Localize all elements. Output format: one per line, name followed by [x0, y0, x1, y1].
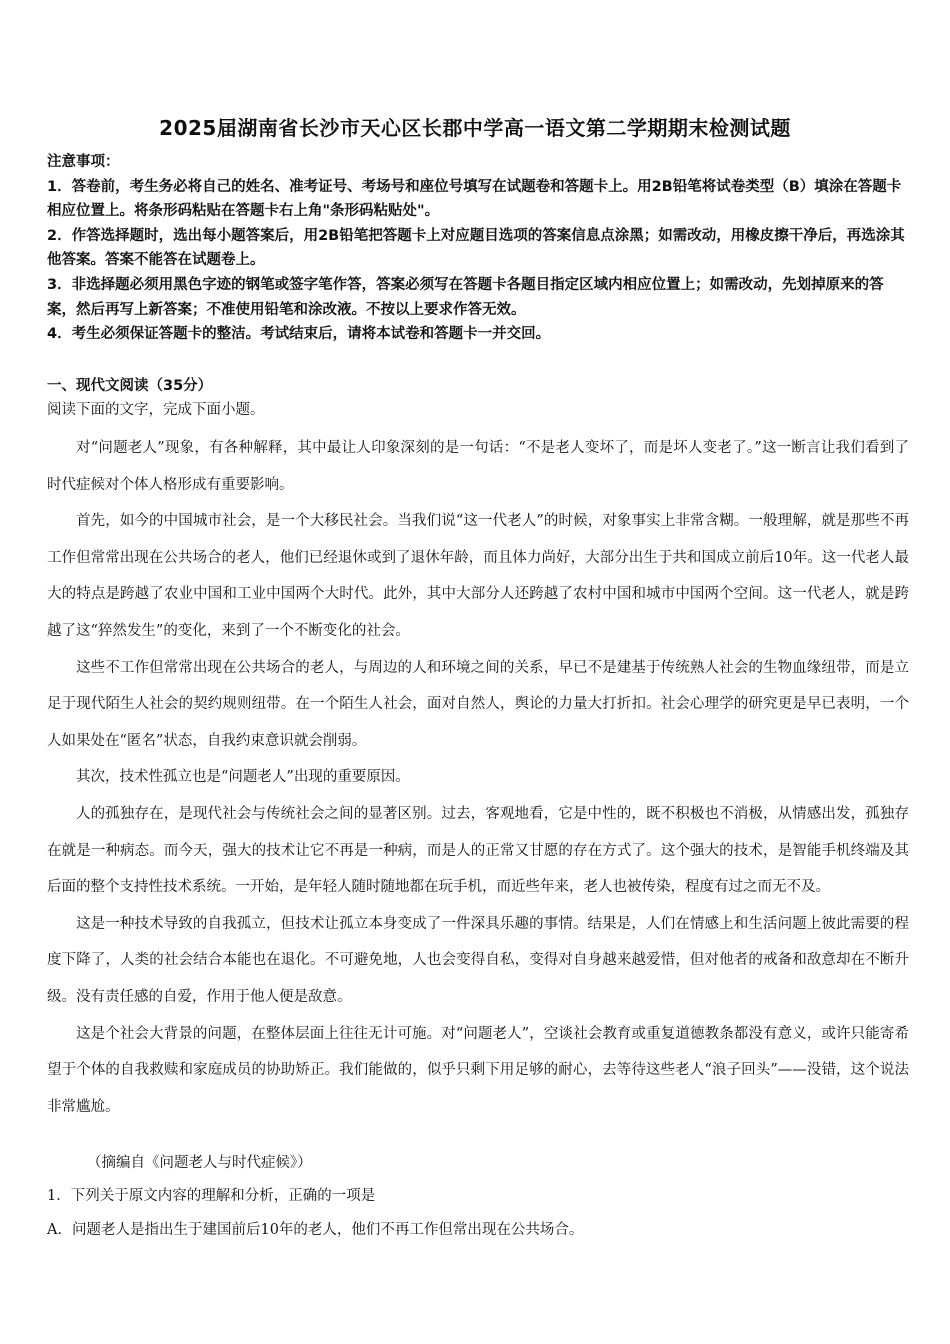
question-stem: 1．下列关于原文内容的理解和分析，正确的一项是 — [47, 1188, 376, 1204]
question-option-a: A．问题老人是指出生于建国前后10年的老人，他们不再工作但常出现在公共场合。 — [47, 1222, 584, 1238]
passage-paragraph: 其次，技术性孤立也是“问题老人”出现的重要原因。 — [76, 769, 410, 786]
notice-item: 3．非选择题必须用黑色字迹的钢笔或签字笔作答，答案必须写在答题卡各题目指定区域内相应位置上；如需改动，先划掉原来的答案，然后再写上新答案；不准使用铅笔和涂改液。不按以上要求作答无效。 — [47, 276, 884, 318]
passage-paragraph: 对“问题老人”现象，有各种解释，其中最让人印象深刻的是一句话：“不是老人变坏了，而是坏人变老了。”这一断言让我们看到了时代症候对个体人格形成有重要影响。 — [47, 440, 909, 493]
notice-item: 2．作答选择题时，选出每小题答案后，用2B铅笔把答题卡上对应题目选项的答案信息点涂黑；如需改动，用橡皮擦干净后，再选涂其他答案。答案不能答在试题卷上。 — [47, 227, 905, 269]
notice-block — [47, 150, 909, 347]
passage-paragraph: 这是个社会大背景的问题，在整体层面上往往无计可施。对“问题老人”，空谈社会教育或重复道德教条都没有意义，或许只能寄希望于个体的自我救赎和家庭成员的协助矫正。我们能做的，似乎只剩下用足够的耐心，去等待这些老人“浪子回头”——没错，这个说法非常尴尬。 — [47, 1025, 909, 1115]
reading-instruction: 阅读下面的文字，完成下面小题。 — [47, 402, 265, 418]
passage-paragraph: 这是一种技术导致的自我孤立，但技术让孤立本身变成了一件深具乐趣的事情。结果是，人们在情感上和生活问题上彼此需要的程度下降了，人类的社会结合本能也在退化。不可避免地，人也会变得自私，变得对自身越来越爱惜，但对他者的戒备和敌意却在不断升级。没有责任感的自爱，作用于他人便是敌意。 — [47, 915, 909, 1005]
notice-heading: 注意事项： — [47, 154, 120, 170]
passage-source: （摘编自《问题老人与时代症候》） — [87, 1155, 312, 1171]
page-title: 2025届湖南省长沙市天心区长郡中学高一语文第二学期期末检测试题 — [159, 116, 791, 140]
passage-paragraph: 这些不工作但常常出现在公共场合的老人，与周边的人和环境之间的关系，早已不是建基于传统熟人社会的生物血缘纽带，而是立足于现代陌生人社会的契约规则纽带。在一个陌生人社会，面对自然人，舆论的力量大打折扣。社会心理学的研究更是早已表明，一个人如果处在“匿名”状态，自我约束意识就会削弱。 — [47, 659, 909, 749]
notice-item: 4．考生必须保证答题卡的整洁。考试结束后，请将本试卷和答题卡一并交回。 — [47, 326, 551, 343]
section-heading: 一、现代文阅读（35分） — [47, 378, 213, 394]
passage-paragraph: 人的孤独存在，是现代社会与传统社会之间的显著区别。过去，客观地看，它是中性的，既不积极也不消极，从情感出发，孤独存在就是一种病态。而今天，强大的技术让它不再是一种病，而是人的正常又甘愿的存在方式了。这个强大的技术，是智能手机终端及其后面的整个支持性技术系统。一开始，是年轻人随时随地都在玩手机，而近些年来，老人也被传染，程度有过之而无不及。 — [47, 805, 909, 896]
reading-passage — [47, 430, 909, 1125]
passage-paragraph: 首先，如今的中国城市社会，是一个大移民社会。当我们说“这一代老人”的时候，对象事实上非常含糊。一般理解，就是那些不再工作但常常出现在公共场合的老人，他们已经退休或到了退休年龄，而且体力尚好，大部分出生于共和国成立前后10年。这一代老人最大的特点是跨越了农业中国和工业中国两个大时代。此外，其中大部分人还跨越了农村中国和城市中国两个空间。这一代老人，就是跨越了这“猝然发生”的变化，来到了一个不断变化的社会。 — [47, 513, 909, 639]
notice-item: 1．答卷前，考生务必将自己的姓名、准考证号、考场号和座位号填写在试题卷和答题卡上。用2B铅笔将试卷类型（B）填涂在答题卡相应位置上。将条形码粘贴在答题卡右上角"条形码粘贴处"。 — [47, 178, 902, 220]
